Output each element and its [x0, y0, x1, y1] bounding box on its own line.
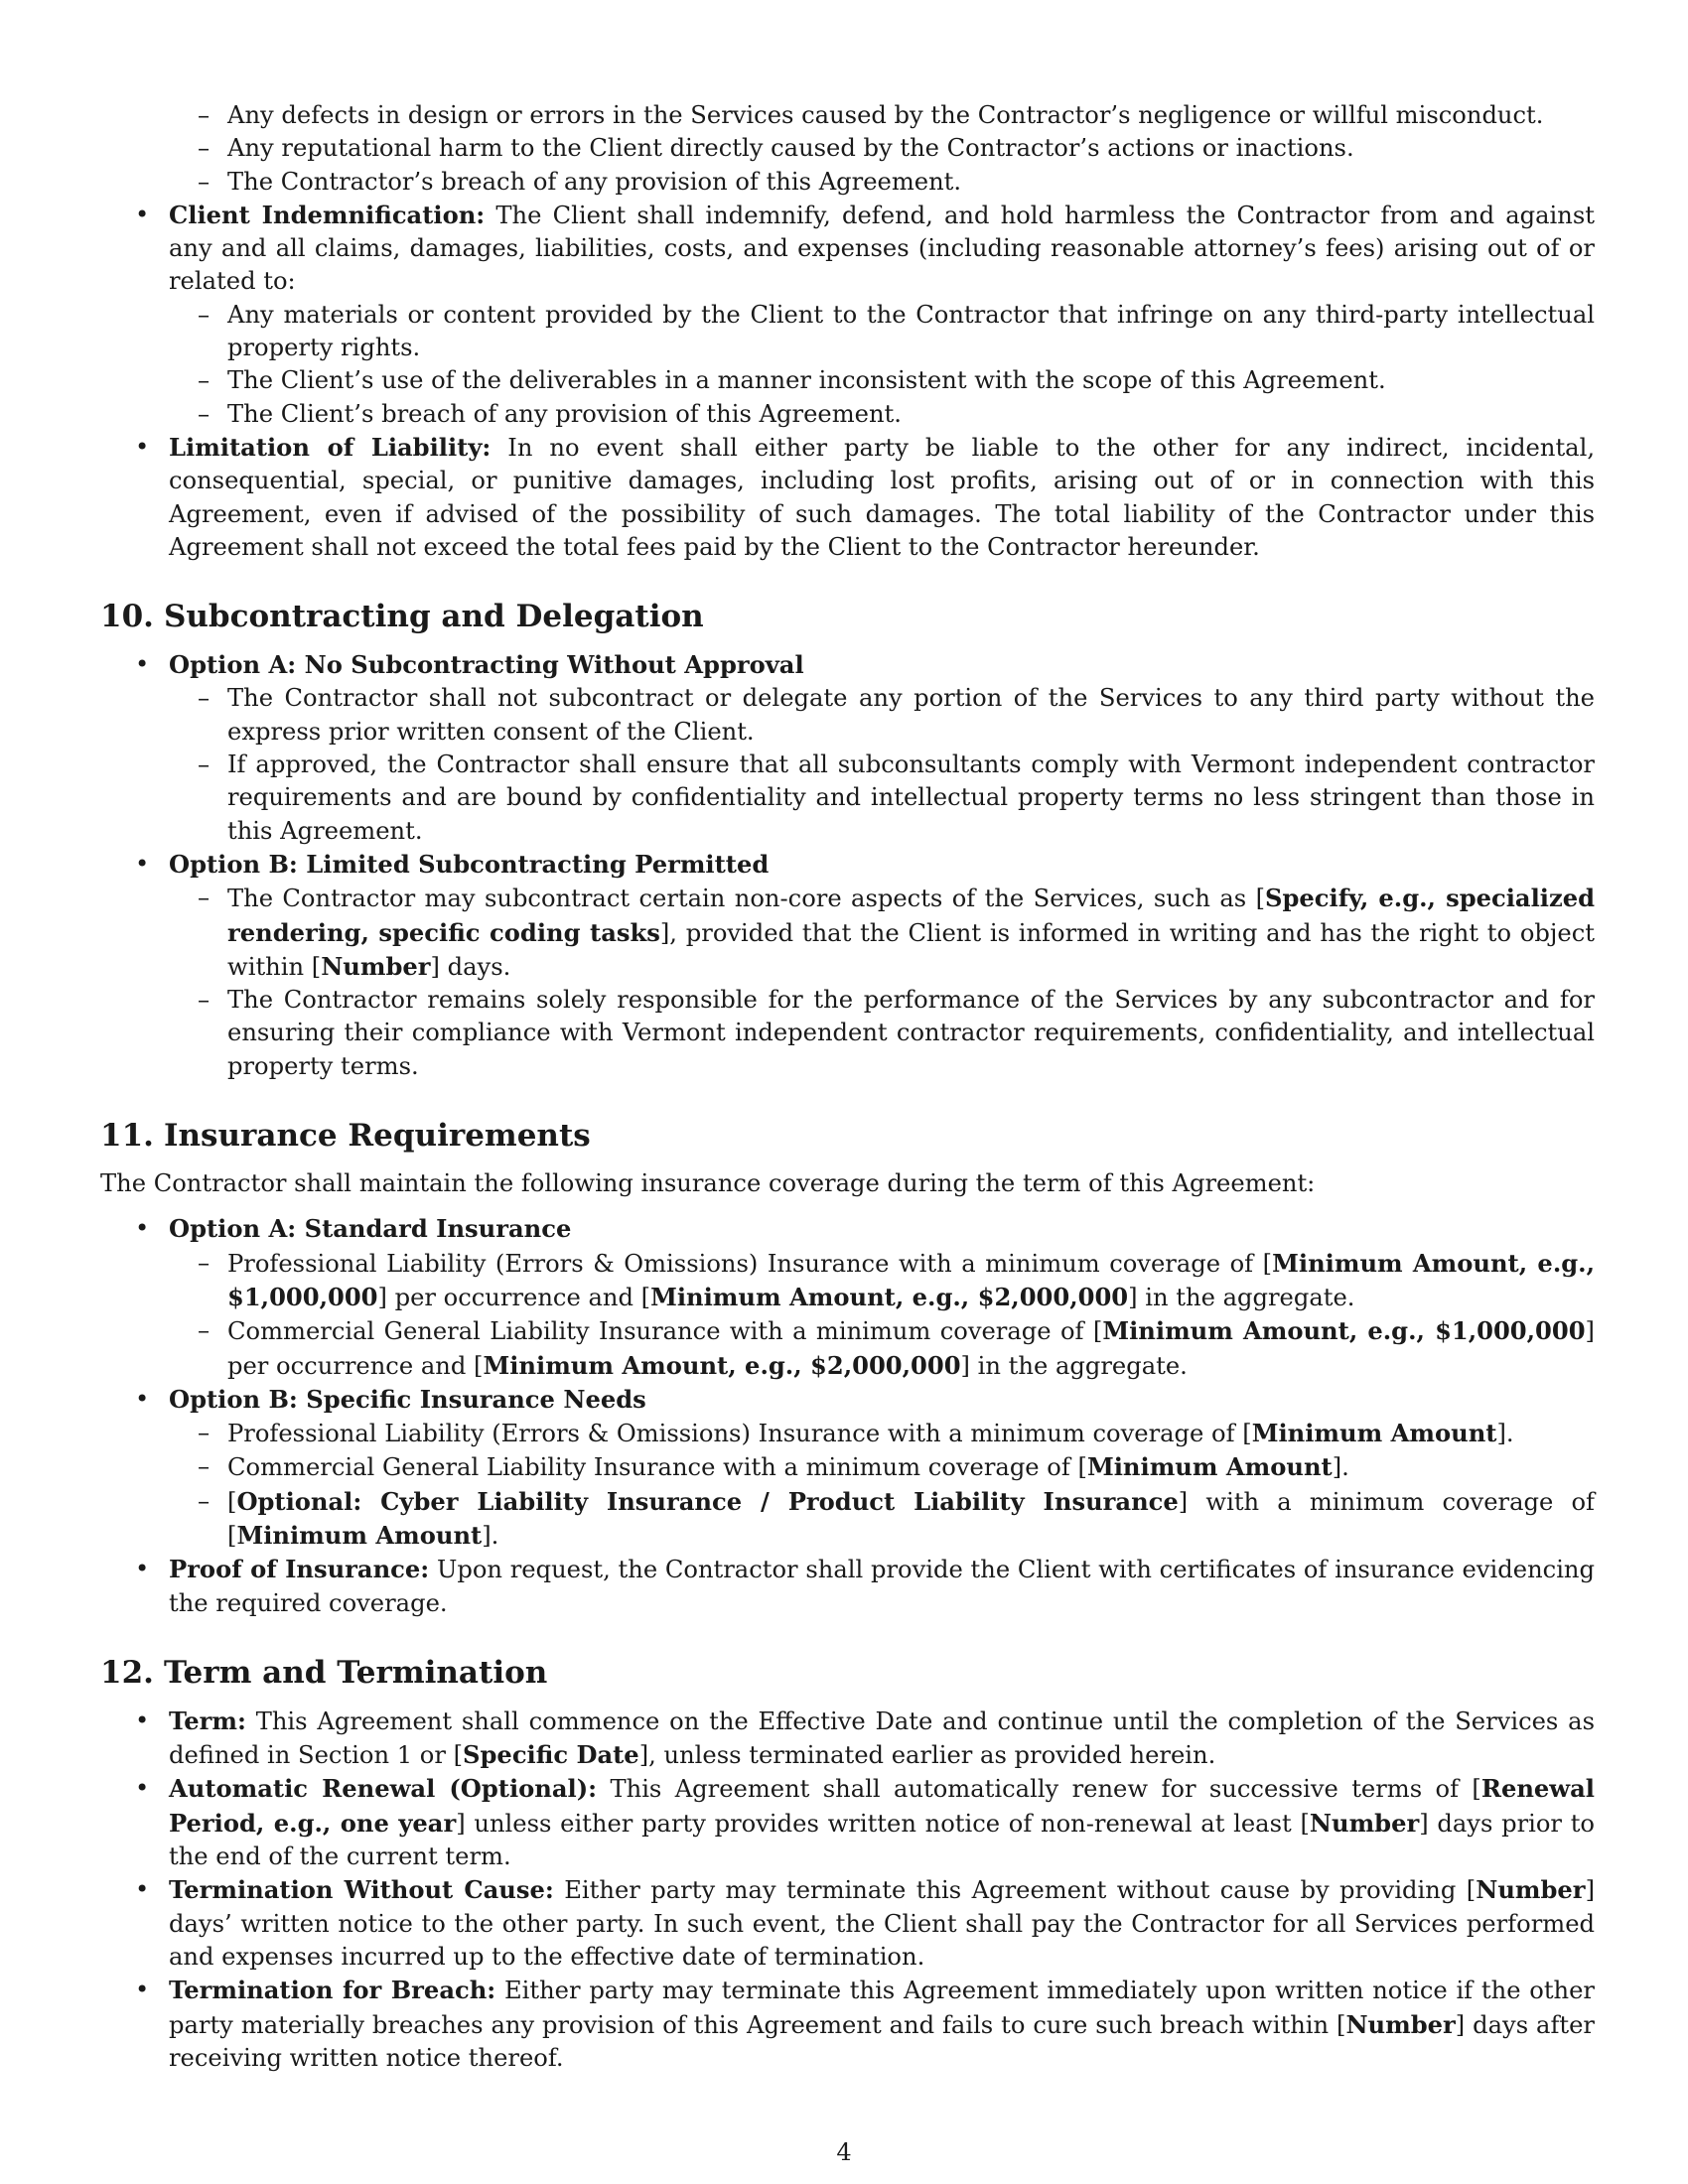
client-indemnification-label: Client Indemnification: — [169, 200, 486, 229]
contractor-indemnification-continued — [100, 99, 1595, 199]
option-a — [100, 648, 1595, 848]
text: ] days’ written notice to the other party. In such event, the Client shall pay the Contractor for all Services performed and expenses incurred up to the effective date of termination. — [169, 1876, 1595, 1971]
text: Professional Liability (Errors & Omissions) Insurance with a minimum coverage of [ — [227, 1420, 1252, 1448]
section-title: Insurance Requirements — [164, 1118, 591, 1155]
placeholder: Specific Date — [463, 1740, 639, 1770]
option-b — [100, 1383, 1595, 1553]
text: ] days after receiving written notice thereof. — [169, 2010, 1595, 2072]
sub-item — [100, 1417, 1595, 1450]
placeholder: Minimum Amount — [1086, 1452, 1333, 1482]
sub-item — [100, 1314, 1595, 1383]
sub-item: – The Contractor shall not subcontract or delegate any portion of the Services to any third party without the express prior written consent of the Client. — [100, 682, 1595, 749]
text: ], unless terminated earlier as provided herein. — [638, 1741, 1216, 1770]
option-a-items — [169, 682, 1595, 847]
limitation-of-liability — [100, 431, 1595, 564]
text: ]. — [1332, 1453, 1349, 1482]
sub-item: – Any materials or content provided by the Client to the Contractor that infringe on any third-party intellectual property rights. — [100, 299, 1595, 365]
section-title: Term and Termination — [164, 1654, 548, 1691]
option-a-label: Option A: Standard Insurance — [169, 1214, 572, 1244]
without-cause-label: Termination Without Cause: — [169, 1875, 554, 1905]
section-number: 12. — [100, 1654, 154, 1691]
option-b-label: Option B: Specific Insurance Needs — [169, 1384, 646, 1414]
text: [ — [227, 1487, 237, 1516]
section-12-heading — [100, 1654, 1595, 1692]
section-number: 10. — [100, 599, 154, 635]
option-a-label: Option A: No Subcontracting Without Approval — [169, 650, 804, 680]
document-page — [100, 99, 1595, 2075]
client-indemnification-text: The Client shall indemnify, defend, and hold harmless the Contractor from and against any and all claims, damages, liabilities, costs, and expenses (including reasonable attorney’s fees) arising out of or related to: — [169, 201, 1595, 296]
text: ] in the aggregate. — [960, 1351, 1188, 1380]
renewal-label: Automatic Renewal (Optional): — [169, 1774, 598, 1804]
placeholder: Minimum Amount, e.g., $2,000,000 — [483, 1350, 961, 1380]
renewal-item — [100, 1772, 1595, 1873]
client-indemnification — [100, 199, 1595, 431]
placeholder: Number — [1345, 2009, 1456, 2039]
section-11-list — [100, 1212, 1595, 1620]
section-10-list — [100, 648, 1595, 1083]
placeholder: Specify, e.g., specialized rendering, specific coding tasks — [227, 884, 1595, 947]
page-number: 4 — [836, 2138, 852, 2166]
section-11-intro: The Contractor shall maintain the following insurance coverage during the term of this Agreement: — [100, 1169, 1316, 1198]
placeholder: Number — [1476, 1875, 1586, 1905]
term-label: Term: — [169, 1706, 246, 1735]
text: ] per occurrence and [ — [227, 1317, 1595, 1380]
termination-without-cause-item — [100, 1873, 1595, 1974]
text: ]. — [482, 1521, 499, 1550]
indemnification-list-2 — [100, 199, 1595, 564]
placeholder: Renewal Period, e.g., one year — [169, 1774, 1595, 1838]
limitation-label: Limitation of Liability: — [169, 432, 492, 462]
text: Either party may terminate this Agreement immediately upon written notice if the other party materially breaches any provision of this Agreement and fails to cure such breach within [ — [169, 1977, 1595, 2039]
text: ] per occurrence and [ — [377, 1283, 651, 1311]
placeholder: Optional: Cyber Liability Insurance / Product Liability Insurance — [236, 1486, 1179, 1516]
text: ] unless either party provides written notice of non-renewal at least [ — [456, 1809, 1310, 1838]
text: ]. — [1496, 1420, 1514, 1448]
text: ], provided that the Client is informed in writing and has the right to object within [ — [227, 918, 1595, 981]
limitation-text: In no event shall either party be liable to the other for any indirect, incidental, consequential, special, or punitive damages, including lost profits, arising out of or in connection with this Agreement, even if advised of the possibility of such damages. The total liability of the Contractor under this Agreement shall not exceed the total fees paid by the Client to the Contractor hereunder. — [169, 433, 1596, 561]
term-item — [100, 1705, 1595, 1773]
contractor-sub-list — [169, 99, 1595, 199]
proof-of-insurance — [100, 1553, 1595, 1620]
sub-item — [100, 882, 1595, 984]
placeholder: Number — [1309, 1808, 1420, 1838]
proof-text: Upon request, the Contractor shall provide the Client with certificates of insurance evidencing the required coverage. — [169, 1556, 1595, 1617]
option-a — [100, 1212, 1595, 1382]
sub-item: – The Contractor remains solely responsible for the performance of the Services by any subcontractor and for ensuring their compliance with Vermont independent contractor requirements, confidentiality, and intellectual property terms. — [100, 984, 1595, 1083]
text: ] with a minimum coverage of [ — [227, 1487, 1595, 1550]
text: Commercial General Liability Insurance with a minimum coverage of [ — [227, 1317, 1103, 1346]
section-10-heading — [100, 598, 1595, 635]
proof-label: Proof of Insurance: — [169, 1555, 430, 1584]
placeholder: Minimum Amount — [1251, 1419, 1497, 1448]
placeholder: Minimum Amount — [236, 1520, 483, 1550]
section-title: Subcontracting and Delegation — [164, 599, 704, 635]
placeholder: Number — [321, 951, 431, 981]
text: The Contractor may subcontract certain non-core aspects of the Services, such as [ — [227, 885, 1266, 913]
text: ] in the aggregate. — [1128, 1283, 1355, 1311]
option-a-items — [169, 1247, 1595, 1383]
section-11-heading — [100, 1117, 1595, 1155]
sub-item — [100, 1485, 1595, 1554]
text: Professional Liability (Errors & Omissions) Insurance with a minimum coverage of [ — [227, 1249, 1273, 1278]
sub-item: – Any defects in design or errors in the Services caused by the Contractor’s negligence or willful misconduct. — [100, 99, 1595, 132]
text: This Agreement shall automatically renew for successive terms of [ — [597, 1775, 1481, 1804]
option-b — [100, 848, 1595, 1083]
text: Either party may terminate this Agreement without cause by providing [ — [553, 1876, 1477, 1905]
client-sub-list — [169, 299, 1595, 431]
section-12-list — [100, 1705, 1595, 2075]
text: This Agreement shall commence on the Effective Date and continue until the completion of the Services as defined in Section 1 or [ — [169, 1706, 1595, 1770]
placeholder: Minimum Amount, e.g., $1,000,000 — [1102, 1316, 1586, 1346]
sub-item: – Any reputational harm to the Client directly caused by the Contractor’s actions or inactions. — [100, 132, 1595, 165]
sub-item — [100, 1450, 1595, 1484]
indemnification-list — [100, 99, 1595, 199]
sub-item: – The Client’s use of the deliverables in a manner inconsistent with the scope of this Agreement. — [100, 364, 1595, 397]
sub-item: – If approved, the Contractor shall ensure that all subconsultants comply with Vermont independent contractor requirements and are bound by confidentiality and intellectual property terms no less stringent than those in this Agreement. — [100, 749, 1595, 848]
option-b-items — [169, 882, 1595, 1083]
text: Commercial General Liability Insurance with a minimum coverage of [ — [227, 1453, 1087, 1482]
sub-item: – The Contractor’s breach of any provision of this Agreement. — [100, 166, 1595, 199]
sub-item — [100, 1247, 1595, 1315]
text: ] days prior to the end of the current term. — [169, 1809, 1595, 1871]
option-b-items — [169, 1417, 1595, 1553]
sub-item: – The Client’s breach of any provision of this Agreement. — [100, 398, 1595, 431]
placeholder: Minimum Amount, e.g., $1,000,000 — [227, 1248, 1595, 1311]
placeholder: Minimum Amount, e.g., $2,000,000 — [650, 1282, 1129, 1311]
termination-for-breach-item — [100, 1974, 1595, 2075]
breach-label: Termination for Breach: — [169, 1976, 496, 2005]
option-b-label: Option B: Limited Subcontracting Permitted — [169, 849, 770, 879]
section-number: 11. — [100, 1118, 154, 1155]
text: ] days. — [430, 952, 511, 981]
